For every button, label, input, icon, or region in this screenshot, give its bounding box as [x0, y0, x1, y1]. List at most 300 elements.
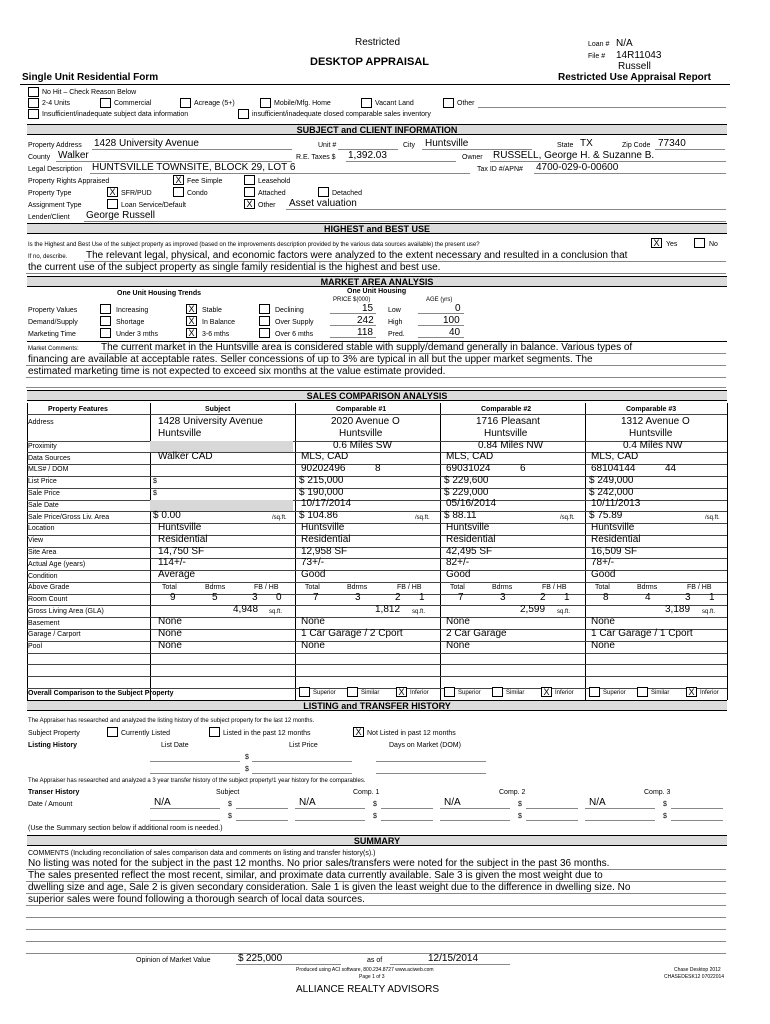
comp2-hb[interactable]: 1: [564, 592, 570, 603]
transfer-subject-head: Subject: [216, 789, 240, 796]
subject-gla[interactable]: 4,948: [233, 604, 259, 615]
comp3-pool[interactable]: None: [591, 640, 615, 651]
comp2-pool[interactable]: None: [446, 640, 470, 651]
insufficient-sales-label: insufficient/inadequate closed comparable sales inventory: [252, 111, 431, 118]
asof-label: as of: [367, 957, 383, 964]
summary-line-2[interactable]: The sales presented reflect the most recent, similar, and proximate data currently available. Sale 3 is given the most weight due to: [28, 870, 603, 881]
stable-checkbox[interactable]: X: [186, 304, 197, 314]
subject-bdrms-head: Bdrms: [205, 584, 226, 591]
row-label-garage: Garage / Carport: [28, 631, 81, 638]
subject-view[interactable]: Residential: [158, 534, 208, 545]
in-balance-checkbox[interactable]: X: [186, 316, 197, 326]
nohit-checkbox[interactable]: [28, 87, 39, 97]
comp2-location[interactable]: Huntsville: [446, 522, 490, 533]
summary-line-3[interactable]: dwelling size and age, Sale 2 is given secondary consideration. Sale 1 is given the least weight due to the difference in dwelling size. No: [28, 882, 631, 893]
row-label-ppsf: Sale Price/Gross Liv. Area: [28, 514, 110, 521]
acreage-label: Acreage (5+): [194, 100, 235, 107]
comp3-age[interactable]: 78+/-: [591, 557, 615, 568]
condo-label: Condo: [187, 190, 208, 197]
comp1-fbhb-head: FB / HB: [397, 584, 422, 591]
opinion-label: Opinion of Market Value: [136, 957, 211, 964]
comp1-address[interactable]: 2020 Avenue O: [331, 416, 400, 427]
comp3-basement[interactable]: None: [591, 616, 615, 627]
transfer-comp1-dollar-2: $: [373, 813, 377, 820]
comp3-sale-date[interactable]: 10/11/2013: [591, 498, 641, 509]
sfr-label: SFR/PUD: [121, 190, 152, 197]
comp2-superior-checkbox[interactable]: [444, 687, 455, 697]
units-checkbox[interactable]: [28, 98, 39, 108]
units-label: 2-4 Units: [42, 100, 71, 107]
list-date-label: List Date: [161, 742, 189, 749]
mobile-label: Mobile/Mfg. Home: [274, 100, 331, 107]
comp3-superior-checkbox[interactable]: [589, 687, 600, 697]
row-label-address: Address: [28, 419, 54, 426]
vacant-checkbox[interactable]: [361, 98, 372, 108]
transfer-history-label: Transer History: [28, 789, 80, 796]
comp1-bdrms-head: Bdrms: [347, 584, 368, 591]
market-section-heading: MARKET AREA ANALYSIS: [27, 276, 727, 287]
comp2-bdrms[interactable]: 3: [500, 592, 506, 603]
subject-list-price[interactable]: $: [153, 478, 157, 485]
age-high[interactable]: 100: [443, 315, 460, 326]
unit-label: Unit #: [318, 142, 337, 149]
subject-total[interactable]: 9: [170, 592, 176, 603]
comp1-dom[interactable]: 8: [375, 463, 381, 474]
legal-value[interactable]: HUNTSVILLE TOWNSITE, BLOCK 29, LOT 6: [92, 162, 296, 173]
comp1-location[interactable]: Huntsville: [301, 522, 345, 533]
subject-basement[interactable]: None: [158, 616, 182, 627]
comp2-superior-label: Superior: [458, 690, 481, 696]
comp2-sqft-unit: /sq.ft.: [560, 515, 575, 521]
comp2-gla-unit: sq.ft.: [557, 609, 571, 615]
comp2-total[interactable]: 7: [458, 592, 464, 603]
hbu-line-2[interactable]: the current use of the subject property as single family residential is the highest and best use.: [28, 262, 441, 273]
comp1-age[interactable]: 73+/-: [301, 557, 325, 568]
comp3-gla[interactable]: 3,189: [665, 604, 691, 615]
county-value[interactable]: Walker: [58, 150, 89, 161]
comp3-location[interactable]: Huntsville: [591, 522, 635, 533]
hbu-ifno-label: If no, describe.: [28, 254, 68, 260]
transfer-subject-date[interactable]: N/A: [154, 797, 171, 808]
comp1-superior-label: Superior: [313, 690, 336, 696]
comp3-mls[interactable]: 68104144: [591, 463, 636, 474]
zip-value[interactable]: 77340: [658, 138, 686, 149]
subject-city[interactable]: Huntsville: [158, 428, 202, 439]
comp1-total[interactable]: 7: [313, 592, 319, 603]
file-value: 14R11043: [616, 50, 662, 61]
transfer-intro: The Appraiser has researched and analyzed a 3 year transfer history of the subject property/1 year history for the comparables.: [28, 778, 366, 784]
comp3-similar-label: Similar: [651, 690, 670, 696]
price-low[interactable]: 15: [362, 303, 374, 314]
comp3-fb[interactable]: 3: [685, 592, 691, 603]
nohit-label: No Hit – Check Reason Below: [42, 89, 137, 96]
loan-service-label: Loan Service/Default: [121, 202, 186, 209]
comp3-inferior-checkbox[interactable]: X: [686, 687, 697, 697]
sfr-checkbox[interactable]: X: [107, 187, 118, 197]
row-label-site: Site Area: [28, 549, 57, 556]
commercial-checkbox[interactable]: [100, 98, 111, 108]
lender-value[interactable]: George Russell: [86, 210, 155, 221]
subject-source[interactable]: Walker CAD: [158, 451, 213, 462]
loan-label: Loan #: [588, 41, 610, 48]
type-label: Property Type: [28, 190, 72, 197]
hbu-yes-checkbox[interactable]: X: [651, 238, 662, 248]
row-label-gla: Gross Living Area (GLA): [28, 608, 104, 615]
subject-address[interactable]: 1428 University Avenue: [158, 416, 263, 427]
footer-code: CHASEDESK12 07022014: [664, 974, 725, 980]
over6-label: Over 6 mths: [275, 331, 314, 338]
age-label: AGE (yrs): [426, 297, 453, 303]
insufficient-subject-checkbox[interactable]: [28, 109, 39, 119]
sales-section-heading: SALES COMPARISON ANALYSIS: [27, 390, 727, 401]
comp1-ppsf[interactable]: $ 104.86: [299, 510, 338, 521]
hbu-no-label: No: [709, 241, 718, 248]
comp1-gla-unit: sq.ft.: [412, 609, 426, 615]
detached-checkbox[interactable]: [318, 187, 329, 197]
under3-checkbox[interactable]: [100, 328, 111, 338]
page-title: DESKTOP APPRAISAL: [310, 56, 429, 68]
comp2-age[interactable]: 82+/-: [446, 557, 470, 568]
comp2-total-head: Total: [450, 584, 465, 591]
row-label-room-count: Room Count: [28, 596, 68, 603]
currently-listed-label: Currently Listed: [121, 730, 171, 737]
transfer-comp2-date[interactable]: N/A: [444, 797, 461, 808]
other-checkbox[interactable]: [443, 98, 454, 108]
comp2-source[interactable]: MLS, CAD: [446, 451, 494, 462]
row-label-age: Actual Age (years): [28, 561, 86, 568]
date-amount-label: Date / Amount: [28, 801, 73, 808]
subject-bdrms[interactable]: 5: [212, 592, 218, 603]
subject-condition[interactable]: Average: [158, 569, 196, 580]
listed12-label: Listed in the past 12 months: [223, 730, 311, 737]
comp1-sqft-unit: /sq.ft.: [415, 515, 430, 521]
comp2-city[interactable]: Huntsville: [484, 428, 528, 439]
subject-site[interactable]: 14,750 SF: [158, 546, 205, 557]
transfer-comp2-dollar-2: $: [518, 813, 522, 820]
comp2-sale-price[interactable]: $ 229,000: [444, 487, 489, 498]
comp3-hb[interactable]: 1: [709, 592, 715, 603]
transfer-subject-dollar-1: $: [228, 801, 232, 808]
owner-label: Owner: [462, 154, 483, 161]
m36-label: 3-6 mths: [202, 331, 230, 338]
re-taxes-label: R.E. Taxes $: [296, 154, 336, 161]
subject-age[interactable]: 114+/-: [158, 557, 186, 568]
summary-comments-label: COMMENTS (Including reconciliation of sales comparison data and comments on listing and transfer history(s).): [28, 850, 376, 857]
comp2-sale-date[interactable]: 05/16/2014: [446, 498, 497, 509]
comp1-city[interactable]: Huntsville: [339, 428, 383, 439]
city-value[interactable]: Huntsville: [425, 138, 469, 149]
subject-sale-price[interactable]: $: [153, 490, 157, 497]
shortage-checkbox[interactable]: [100, 316, 111, 326]
attached-label: Attached: [258, 190, 286, 197]
asof-value[interactable]: 12/15/2014: [428, 953, 479, 964]
stable-label: Stable: [202, 307, 222, 314]
comp1-sale-price[interactable]: $ 190,000: [299, 487, 344, 498]
comp1-total-head: Total: [305, 584, 320, 591]
owner-value[interactable]: RUSSELL, George H. & Suzanne B.: [493, 150, 655, 161]
comp2-condition[interactable]: Good: [446, 569, 471, 580]
hbu-no-checkbox[interactable]: [694, 238, 705, 248]
subject-pool[interactable]: None: [158, 640, 182, 651]
comp2-inferior-checkbox[interactable]: X: [541, 687, 552, 697]
market-comment-3[interactable]: estimated marketing time is not expected to exceed six months at the value estimate provided.: [28, 366, 446, 377]
transfer-comp1-head: Comp. 1: [353, 789, 380, 796]
comp3-site[interactable]: 16,509 SF: [591, 546, 638, 557]
subject-property-label: Subject Property: [28, 730, 80, 737]
comp1-similar-label: Similar: [361, 690, 380, 696]
property-address-label: Property Address: [28, 142, 82, 149]
pred-label: Pred.: [388, 331, 405, 338]
market-comment-2[interactable]: financing are available at acceptable rates. Seller concessions of up to 3% are typical in all but the upper market segments. The: [28, 354, 593, 365]
row-label-sale-date: Sale Date: [28, 502, 59, 509]
comp3-source[interactable]: MLS, CAD: [591, 451, 639, 462]
increasing-checkbox[interactable]: [100, 304, 111, 314]
in-balance-label: In Balance: [202, 319, 236, 326]
not-listed-label: Not Listed in past 12 months: [367, 730, 456, 737]
hbu-yes-label: Yes: [666, 241, 678, 248]
comp2-view[interactable]: Residential: [446, 534, 496, 545]
comp1-hb[interactable]: 1: [419, 592, 425, 603]
price-label: PRICE $(000): [333, 297, 371, 303]
row-label-list-price: List Price: [28, 478, 57, 485]
subject-garage[interactable]: None: [158, 628, 182, 639]
comp1-source[interactable]: MLS, CAD: [301, 451, 349, 462]
comp2-address[interactable]: 1716 Pleasant: [476, 416, 540, 427]
comp2-proximity[interactable]: 0.84 Miles NW: [478, 440, 544, 451]
subject-section-heading: SUBJECT and CLIENT INFORMATION: [27, 124, 727, 135]
comp1-superior-checkbox[interactable]: [299, 687, 310, 697]
comp3-ppsf[interactable]: $ 75.89: [589, 510, 623, 521]
row-label-sale-price: Sale Price: [28, 490, 60, 497]
detached-label: Detached: [332, 190, 362, 197]
legal-label: Legal Description: [28, 166, 83, 173]
comp2-fbhb-head: FB / HB: [542, 584, 567, 591]
comp2-basement[interactable]: None: [446, 616, 470, 627]
comp3-garage[interactable]: 1 Car Garage / 1 Cport: [591, 628, 693, 639]
footer-form: Chase Desktop 2012: [674, 967, 721, 973]
other-label: Other: [457, 100, 475, 107]
subject-hb[interactable]: 0: [276, 592, 282, 603]
transfer-comp3-dollar-2: $: [663, 813, 667, 820]
low-label: Low: [388, 307, 401, 314]
fee-simple-checkbox[interactable]: X: [173, 175, 184, 185]
listed12-checkbox[interactable]: [209, 727, 220, 737]
comp3-condition[interactable]: Good: [591, 569, 616, 580]
transfer-comp3-date[interactable]: N/A: [589, 797, 606, 808]
state-value[interactable]: TX: [580, 138, 593, 149]
comp1-bdrms[interactable]: 3: [355, 592, 361, 603]
row-label-location: Location: [28, 525, 55, 532]
row-label-mls: MLS# / DOM: [28, 466, 69, 473]
transfer-subject-dollar-2: $: [228, 813, 232, 820]
property-address[interactable]: 1428 University Avenue: [94, 138, 199, 149]
over6-checkbox[interactable]: [259, 328, 270, 338]
price-pred[interactable]: 118: [357, 327, 373, 338]
county-label: County: [28, 154, 51, 161]
row-label-proximity: Proximity: [28, 443, 57, 450]
comp1-site[interactable]: 12,958 SF: [301, 546, 348, 557]
comp1-gla[interactable]: 1,812: [375, 604, 401, 615]
summary-line-4[interactable]: superior sales were found following a thorough search of local data sources.: [28, 894, 365, 905]
comp3-fbhb-head: FB / HB: [687, 584, 712, 591]
subject-location[interactable]: Huntsville: [158, 522, 202, 533]
comp2-site[interactable]: 42,495 SF: [446, 546, 493, 557]
price-high[interactable]: 242: [357, 315, 374, 326]
form-name: Single Unit Residential Form: [22, 72, 159, 83]
comp2-bdrms-head: Bdrms: [492, 584, 513, 591]
not-listed-checkbox[interactable]: X: [353, 727, 364, 737]
row-label-condition: Condition: [28, 573, 58, 580]
comp3-list-price[interactable]: $ 249,000: [589, 475, 634, 486]
values-label: Property Values: [28, 307, 78, 314]
opinion-value[interactable]: 225,000: [246, 953, 283, 964]
opinion-dollar: $: [238, 953, 244, 964]
transfer-comp2-dollar-1: $: [518, 801, 522, 808]
comp2-col-header: Comparable #2: [481, 406, 532, 413]
re-taxes-value[interactable]: 1,392.03: [348, 150, 387, 161]
transfer-comp3-head: Comp. 3: [644, 789, 671, 796]
insufficient-sales-checkbox[interactable]: [238, 109, 249, 119]
comp1-view[interactable]: Residential: [301, 534, 351, 545]
comp1-garage[interactable]: 1 Car Garage / 2 Cport: [301, 628, 403, 639]
row-label-basement: Basement: [28, 620, 60, 627]
demand-label: Demand/Supply: [28, 319, 78, 326]
comp2-inferior-label: Inferior: [555, 690, 574, 696]
summary-section-heading: SUMMARY: [27, 835, 727, 846]
subject-fbhb-head: FB / HB: [254, 584, 279, 591]
condo-checkbox[interactable]: [173, 187, 184, 197]
transfer-comp1-date[interactable]: N/A: [299, 797, 316, 808]
comp2-similar-label: Similar: [506, 690, 525, 696]
subject-fb[interactable]: 3: [252, 592, 258, 603]
hbu-line-1[interactable]: The relevant legal, physical, and economic factors were analyzed to the extent necessary and resulted in a conclusion that: [86, 250, 628, 261]
comp1-basement[interactable]: None: [301, 616, 325, 627]
over-supply-label: Over Supply: [275, 319, 314, 326]
leasehold-checkbox[interactable]: [244, 175, 255, 185]
zip-label: Zip Code: [622, 142, 651, 149]
insufficient-subject-label: Insufficient/inadequate subject data information: [42, 111, 189, 118]
assignment-other-value[interactable]: Asset valuation: [289, 198, 357, 209]
comp2-gla[interactable]: 2,599: [520, 604, 546, 615]
vacant-label: Vacant Land: [375, 100, 414, 107]
subject-col-header: Subject: [205, 406, 231, 413]
comp2-fb[interactable]: 2: [540, 592, 546, 603]
state-label: State: [557, 142, 574, 149]
commercial-label: Commercial: [114, 100, 152, 107]
comp2-mls[interactable]: 69031024: [446, 463, 491, 474]
transfer-comp3-dollar-1: $: [663, 801, 667, 808]
attached-checkbox[interactable]: [244, 187, 255, 197]
m36-checkbox[interactable]: X: [186, 328, 197, 338]
high-label: High: [388, 319, 403, 326]
over-supply-checkbox[interactable]: [259, 316, 270, 326]
housing-title: One Unit Housing: [347, 288, 407, 295]
taxid-label: Tax ID #/APN#: [477, 166, 523, 173]
assignment-label: Assignment Type: [28, 202, 82, 209]
market-comment-1[interactable]: The current market in the Huntsville area is considered stable with supply/demand generally in balance. Various types of: [101, 342, 633, 353]
shortage-label: Shortage: [116, 319, 145, 326]
mobile-checkbox[interactable]: [260, 98, 271, 108]
acreage-checkbox[interactable]: [180, 98, 191, 108]
age-pred[interactable]: 40: [449, 327, 461, 338]
comp1-mls[interactable]: 90202496: [301, 463, 346, 474]
declining-checkbox[interactable]: [259, 304, 270, 314]
comp3-col-header: Comparable #3: [626, 406, 677, 413]
comp2-ppsf[interactable]: $ 88.11: [444, 510, 477, 521]
comp2-garage[interactable]: 2 Car Garage: [446, 628, 507, 639]
subject-gla-unit: sq.ft.: [269, 609, 283, 615]
list-dollar-2: $: [245, 766, 249, 773]
overall-label: Overall Comparison to the Subject Property: [28, 690, 174, 697]
comp1-proximity[interactable]: 0.6 Miles SW: [333, 440, 392, 451]
comp1-similar-checkbox[interactable]: [347, 687, 358, 697]
comp3-total-head: Total: [595, 584, 610, 591]
comp3-city[interactable]: Huntsville: [629, 428, 673, 439]
hbu-question: Is the Highest and Best Use of the subject property as improved (based on the improvements description provided by the various data sources available) the present use?: [28, 242, 480, 248]
listing-intro: The Appraiser has researched and analyzed the listing history of the subject property for the last 12 months.: [28, 718, 315, 724]
currently-listed-checkbox[interactable]: [107, 727, 118, 737]
listing-history-label: Listing History: [28, 742, 78, 749]
city-label: City: [403, 142, 416, 149]
comp3-dom[interactable]: 44: [665, 463, 677, 474]
features-col-header: Property Features: [48, 406, 108, 413]
comp3-proximity[interactable]: 0.4 Miles NW: [623, 440, 683, 451]
comp2-similar-checkbox[interactable]: [492, 687, 503, 697]
comp3-bdrms-head: Bdrms: [637, 584, 658, 591]
row-label-sources: Data Sources: [28, 455, 71, 462]
comp3-bdrms[interactable]: 4: [645, 592, 651, 603]
comp3-gla-unit: sq.ft.: [702, 609, 716, 615]
comp1-condition[interactable]: Good: [301, 569, 326, 580]
summary-line-1[interactable]: No listing was noted for the subject in the past 12 months. No prior sales/transfers were noted for the subject in the past 36 months.: [28, 858, 610, 869]
footer-page: Page 1 of 3: [359, 974, 385, 980]
comp3-address[interactable]: 1312 Avenue O: [621, 416, 690, 427]
comp1-pool[interactable]: None: [301, 640, 325, 651]
fee-simple-label: Fee Simple: [187, 178, 223, 185]
row-label-above-grade: Above Grade: [28, 584, 70, 591]
subject-ppsf[interactable]: $ 0.00: [153, 510, 181, 521]
age-low[interactable]: 0: [455, 303, 461, 314]
list-price-label: List Price: [289, 742, 318, 749]
comp1-fb[interactable]: 2: [395, 592, 401, 603]
comp3-superior-label: Superior: [603, 690, 626, 696]
comp1-inferior-label: Inferior: [410, 690, 429, 696]
comp1-inferior-checkbox[interactable]: X: [396, 687, 407, 697]
increasing-label: Increasing: [116, 307, 149, 314]
comp1-sale-date[interactable]: 10/17/2014: [301, 498, 352, 509]
marketing-label: Marketing Time: [28, 331, 76, 338]
comp3-view[interactable]: Residential: [591, 534, 641, 545]
lender-label: Lender/Client: [28, 214, 70, 221]
transfer-comp1-dollar-1: $: [373, 801, 377, 808]
subject-total-head: Total: [162, 584, 177, 591]
taxid-value[interactable]: 4700-029-0-00600: [536, 162, 619, 173]
comp3-similar-checkbox[interactable]: [637, 687, 648, 697]
assignment-other-checkbox[interactable]: X: [244, 199, 255, 209]
restricted-label: Restricted: [355, 37, 401, 48]
footer-produced: Produced using ACI software, 800.234.8727 www.aciweb.com: [296, 967, 434, 973]
trends-title: One Unit Housing Trends: [117, 290, 202, 297]
rights-label: Property Rights Appraised: [28, 178, 110, 185]
row-label-pool: Pool: [28, 643, 43, 650]
comp3-sale-price[interactable]: $ 242,000: [589, 487, 634, 498]
comp3-total[interactable]: 8: [603, 592, 609, 603]
comp3-inferior-label: Inferior: [700, 690, 719, 696]
comp2-dom[interactable]: 6: [520, 463, 526, 474]
comp1-list-price[interactable]: $ 215,000: [299, 475, 344, 486]
comp2-list-price[interactable]: $ 229,600: [444, 475, 489, 486]
loan-service-checkbox[interactable]: [107, 199, 118, 209]
